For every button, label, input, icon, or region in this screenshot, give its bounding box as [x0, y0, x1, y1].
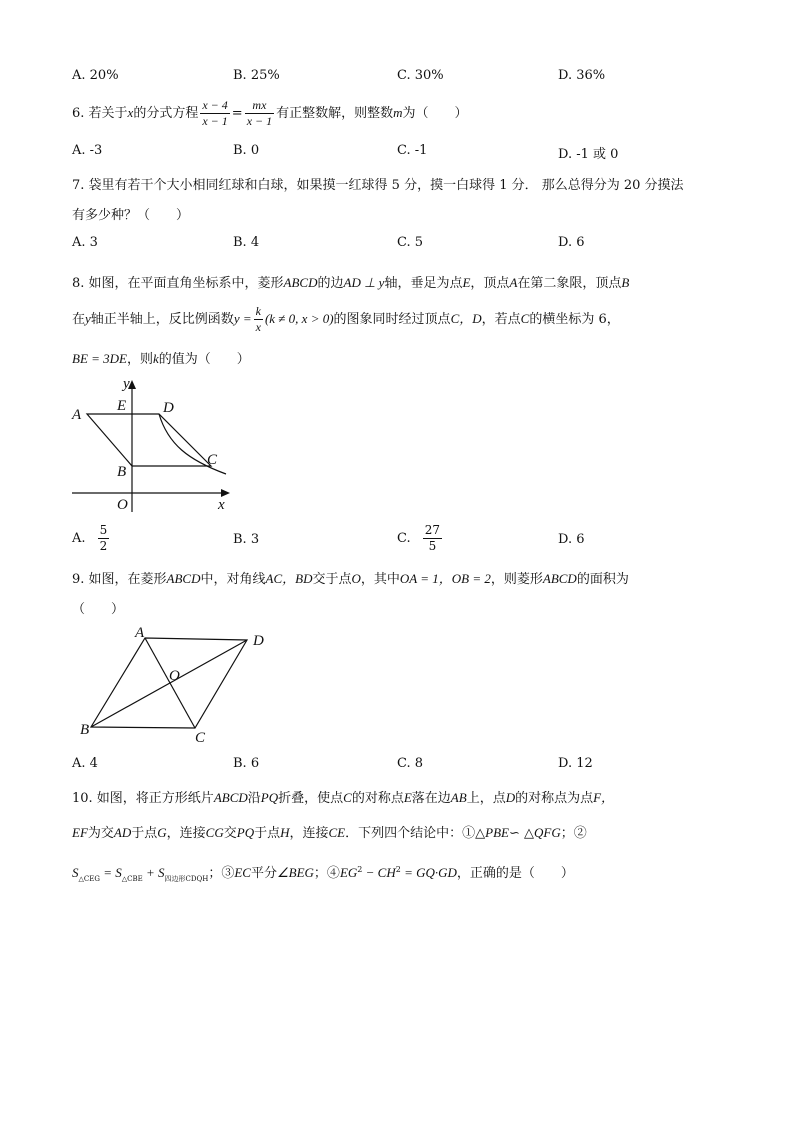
q6-option-a: A. -3	[72, 143, 103, 158]
q10-var: ∠BEG	[276, 865, 314, 880]
q8-option-a	[72, 519, 111, 559]
q10-var: EF	[72, 825, 88, 840]
q9-text: 9. 如图，在菱形	[72, 572, 167, 587]
q8-frac-den: x	[255, 320, 261, 334]
q8-option-a-fraction	[98, 523, 110, 554]
q8-option-b: B. 3	[233, 532, 260, 547]
q9-text: 中，对角线	[200, 572, 266, 587]
q10-subscript: △CEG	[78, 875, 100, 883]
q10-text: ；③	[208, 866, 235, 881]
q10-text: 平分	[250, 866, 277, 881]
q10-var: + S	[142, 865, 165, 880]
q8-option-c	[397, 519, 444, 559]
q10-var: S	[72, 865, 79, 880]
q8-var: B	[621, 275, 630, 290]
q5-option-c: C. 30%	[397, 68, 444, 83]
q9-option-c: C. 8	[397, 756, 424, 771]
q8-option-c-fraction	[423, 523, 442, 554]
q10-superscript: 2	[395, 865, 401, 874]
q9-label-c: C	[195, 730, 206, 746]
q8-label-o: O	[117, 497, 128, 513]
q10-text: 的对称点为点	[515, 791, 594, 806]
q8-option-a-label: A.	[72, 531, 86, 546]
q9-text: 的面积为	[576, 572, 629, 587]
q8-condition: (k ≠ 0, x > 0)	[264, 311, 334, 326]
q7-option-c: C. 5	[397, 235, 424, 250]
q10-var: C	[343, 790, 352, 805]
q8-figure	[60, 372, 240, 517]
q10-var: PBE	[485, 825, 509, 840]
q10-var: CG	[205, 825, 224, 840]
q10-text: 10. 如图，将正方形纸片	[72, 791, 214, 806]
q10-text: ；②	[560, 826, 587, 841]
q6-frac-num: mx	[245, 98, 274, 114]
q8-text: ，顶点	[470, 276, 510, 291]
q8-var: A	[509, 275, 518, 290]
q6-var-x: x	[127, 105, 134, 120]
q9-label-d: D	[253, 633, 264, 649]
q8-frac-den: 5	[428, 539, 437, 553]
q10-text: 上，点	[466, 791, 506, 806]
q8-var: y	[85, 311, 91, 326]
q8-text: 轴正半轴上，反比例函数	[90, 312, 234, 327]
q5-option-d: D. 36%	[558, 68, 606, 83]
q8-var: BE = 3DE	[72, 351, 127, 366]
q7-line1: 7. 袋里有若干个大小相同红球和白球，如果摸一红球得 5 分，摸一白球得 1 分． 那么总得分为 20 分摸法	[72, 178, 684, 193]
q9-text: ，其中	[360, 572, 400, 587]
q10-line2	[72, 822, 587, 841]
q6-fraction-left	[200, 98, 229, 129]
q10-var: = S	[99, 865, 122, 880]
q9-label-a: A	[135, 625, 145, 641]
q10-var: EG	[339, 865, 358, 880]
q10-line3	[72, 862, 574, 884]
q8-frac-den: 2	[99, 539, 108, 553]
q10-text: ；④	[313, 866, 340, 881]
q9-label-o: O	[169, 668, 180, 684]
q8-text: 的横坐标为 6，	[529, 312, 620, 327]
q8-text: 8. 如图，在平面直角坐标系中，菱形	[72, 276, 284, 291]
q8-label-d: D	[163, 400, 174, 416]
q10-subscript: △CBE	[121, 875, 143, 883]
q8-x-arrow-icon	[221, 489, 230, 497]
q10-var: G	[157, 825, 167, 840]
q9-var: OA = 1，OB = 2	[399, 571, 491, 586]
q6-option-c: C. -1	[397, 143, 428, 158]
q8-label-e: E	[117, 398, 127, 414]
q8-text: ，若点	[481, 312, 521, 327]
q8-var: E	[462, 275, 471, 290]
q9-text: 交于点	[312, 572, 352, 587]
q9-option-d: D. 12	[558, 756, 593, 771]
q6-stem	[72, 96, 468, 131]
q9-text: ，则菱形	[490, 572, 543, 587]
q8-text: 的图象同时经过顶点	[333, 312, 451, 327]
q8-text: 轴，垂足为点	[384, 276, 463, 291]
q8-label-x: x	[218, 497, 225, 513]
q10-var: PQ	[236, 825, 255, 840]
q8-label-a: A	[72, 407, 82, 423]
q6-frac-den: x − 1	[202, 114, 228, 128]
q8-text: 在第二象限，顶点	[517, 276, 622, 291]
q5-option-b: B. 25%	[233, 68, 280, 83]
q6-option-b: B. 0	[233, 143, 260, 158]
q8-frac-num: k	[255, 304, 261, 318]
q10-var: AD	[113, 825, 132, 840]
q6-text: 的分式方程	[133, 106, 199, 121]
q10-var: F，	[593, 790, 615, 805]
q6-fraction-right	[245, 98, 274, 129]
q7-option-a: A. 3	[72, 235, 98, 250]
q10-superscript: 2	[357, 865, 363, 874]
q9-option-a: A. 4	[72, 756, 98, 771]
q10-text: ∽ △	[508, 826, 534, 841]
q7-line2: 有多少种？（ ）	[72, 208, 190, 223]
q8-frac-num: 5	[99, 523, 108, 537]
q10-text: ．下列四个结论中：①△	[345, 826, 486, 841]
q8-text: 在	[72, 312, 86, 327]
q10-text: 为交	[87, 826, 114, 841]
q7-option-b: B. 4	[233, 235, 260, 250]
q9-figure	[75, 622, 275, 747]
q8-func: y =	[233, 311, 252, 326]
q6-frac-den: x − 1	[246, 114, 273, 128]
q10-text: 交	[223, 826, 237, 841]
q10-text: ，连接	[289, 826, 329, 841]
q6-text: 为（ ）	[402, 106, 468, 121]
q10-text: ，正确的是（ ）	[456, 866, 574, 881]
q8-option-d: D. 6	[558, 532, 585, 547]
q10-var: EC	[234, 865, 251, 880]
q8-fraction	[254, 304, 263, 335]
q10-var: − CH	[362, 865, 396, 880]
q8-frac-num: 27	[424, 523, 441, 537]
q10-var: ABCD	[213, 790, 248, 805]
q10-text: 的对称点	[351, 791, 404, 806]
q8-line1	[72, 272, 629, 291]
q8-label-y: y	[123, 376, 130, 392]
q10-var: AB	[450, 790, 467, 805]
q9-var: ABCD	[542, 571, 577, 586]
q10-text: 于点	[254, 826, 281, 841]
q10-text: ，连接	[166, 826, 206, 841]
q10-line1	[72, 787, 614, 806]
q6-var-m: m	[393, 105, 403, 120]
q10-var: QFG	[534, 825, 561, 840]
q10-text: 折叠，使点	[278, 791, 344, 806]
q10-text: 沿	[247, 791, 261, 806]
q8-var: AD ⊥ y	[343, 275, 385, 290]
q10-var: = GQ·GD	[400, 865, 457, 880]
q8-var: k	[153, 351, 159, 366]
q9-line2: （ ）	[72, 602, 125, 617]
q9-var: ABCD	[166, 571, 201, 586]
q9-option-b: B. 6	[233, 756, 260, 771]
q8-text: 的边	[317, 276, 344, 291]
q5-option-a: A. 20%	[72, 68, 119, 83]
q10-var: CE	[328, 825, 346, 840]
q8-text: 的值为（ ）	[158, 352, 250, 367]
q6-option-d: D. -1 或 0	[558, 147, 619, 162]
q8-label-b: B	[117, 464, 127, 480]
q9-line1	[72, 568, 629, 587]
q6-text: 有正整数解，则整数	[276, 106, 394, 121]
q8-line2	[72, 302, 620, 337]
q10-var: H	[280, 825, 290, 840]
q8-option-c-label: C.	[397, 531, 411, 546]
q6-equals: =	[231, 106, 243, 121]
q6-frac-num: x − 4	[202, 98, 228, 112]
q10-subscript: 四边形CDQH	[164, 875, 209, 883]
q9-label-b: B	[80, 722, 90, 738]
q8-label-c: C	[207, 452, 218, 468]
q10-var: PQ	[260, 790, 279, 805]
q8-var: C	[520, 311, 530, 326]
q10-text: 落在边	[411, 791, 451, 806]
q9-var: O	[351, 571, 361, 586]
q8-var: ABCD	[283, 275, 318, 290]
q6-text: 6. 若关于	[72, 106, 128, 121]
q7-option-d: D. 6	[558, 235, 585, 250]
q10-var: E	[403, 790, 412, 805]
q8-line3	[72, 348, 250, 367]
q10-var: D	[505, 790, 516, 805]
q9-var: AC，BD	[265, 571, 313, 586]
q8-var: C，D	[450, 311, 482, 326]
q10-text: 于点	[131, 826, 158, 841]
q8-text: ，则	[126, 352, 153, 367]
